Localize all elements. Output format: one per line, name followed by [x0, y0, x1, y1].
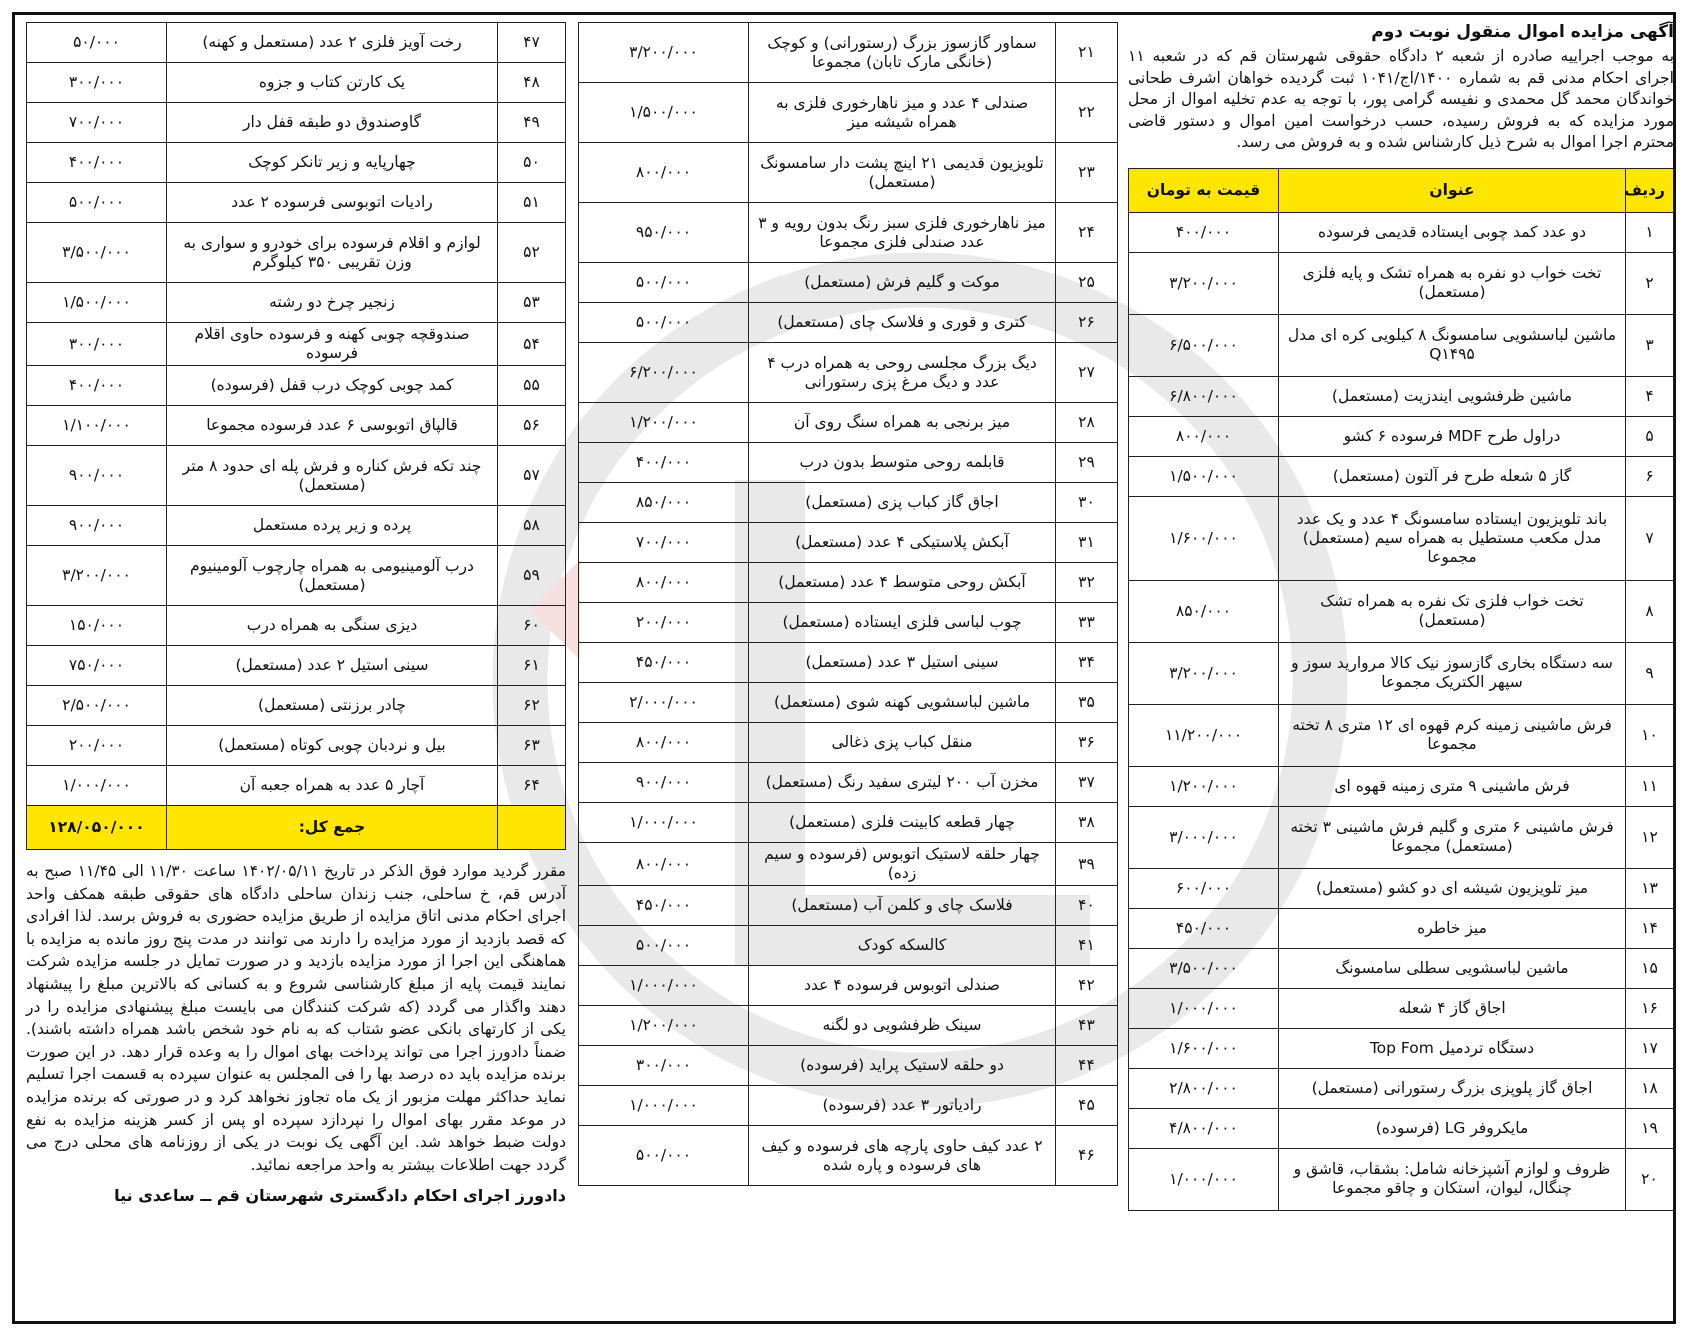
- item-price: ۴۵۰/۰۰۰: [579, 643, 749, 683]
- item-title: میز ناهارخوری فلزی سبز رنگ بدون رویه و ۳ عدد صندلی فلزی مجموعا: [749, 203, 1056, 263]
- item-title: موکت و گلیم فرش (مستعمل): [749, 263, 1056, 303]
- items-table-left: [26, 22, 566, 850]
- table-row: [579, 563, 1118, 603]
- row-number: ۱۴: [1626, 908, 1674, 948]
- item-price: ۱/۲۰۰/۰۰۰: [579, 1006, 749, 1046]
- item-title: صندلی اتوبوس فرسوده ۴ عدد: [749, 966, 1056, 1006]
- table-row: [27, 143, 566, 183]
- table-row: [27, 506, 566, 546]
- item-price: ۲۰۰/۰۰۰: [579, 603, 749, 643]
- item-price: ۸۰۰/۰۰۰: [1129, 416, 1279, 456]
- item-price: ۳/۲۰۰/۰۰۰: [1129, 642, 1279, 704]
- item-title: چهارپایه و زیر تانکر کوچک: [167, 143, 498, 183]
- table-row: [27, 726, 566, 766]
- item-price: ۱/۰۰۰/۰۰۰: [1129, 1148, 1279, 1210]
- item-price: ۴/۸۰۰/۰۰۰: [1129, 1108, 1279, 1148]
- total-row: [27, 806, 566, 850]
- row-number: ۴۴: [1056, 1046, 1118, 1086]
- row-number: ۲: [1626, 252, 1674, 314]
- item-price: ۱/۲۰۰/۰۰۰: [579, 403, 749, 443]
- item-title: ۲ عدد کیف حاوی پارچه های فرسوده و کیف های فرسوده و پاره شده: [749, 1126, 1056, 1186]
- item-price: ۲/۵۰۰/۰۰۰: [27, 686, 167, 726]
- item-title: میز تلویزیون شیشه ای دو کشو (مستعمل): [1279, 868, 1626, 908]
- table-row: [27, 323, 566, 366]
- row-number: ۴۳: [1056, 1006, 1118, 1046]
- item-title: گاز ۵ شعله طرح فر آلتون (مستعمل): [1279, 456, 1626, 496]
- row-number: ۵: [1626, 416, 1674, 456]
- item-price: ۵۰۰/۰۰۰: [579, 926, 749, 966]
- item-title: گاوصندوق دو طبقه قفل دار: [167, 103, 498, 143]
- table-row: [579, 143, 1118, 203]
- item-title: بیل و نردبان چوبی کوتاه (مستعمل): [167, 726, 498, 766]
- item-title: آبکش روحی متوسط ۴ عدد (مستعمل): [749, 563, 1056, 603]
- table-row: [579, 443, 1118, 483]
- table-row: [1129, 806, 1674, 868]
- item-price: ۵۰/۰۰۰: [27, 23, 167, 63]
- table-row: [579, 843, 1118, 886]
- table-row: [27, 283, 566, 323]
- item-title: درب آلومینیومی به همراه چارچوب آلومینیوم (مستعمل): [167, 546, 498, 606]
- item-price: ۱/۱۰۰/۰۰۰: [27, 406, 167, 446]
- item-price: ۵۰۰/۰۰۰: [579, 303, 749, 343]
- item-price: ۸۰۰/۰۰۰: [579, 723, 749, 763]
- table-row: [579, 603, 1118, 643]
- row-number: ۲۰: [1626, 1148, 1674, 1210]
- row-number: ۴۵: [1056, 1086, 1118, 1126]
- table-row: [579, 803, 1118, 843]
- item-title: کتری و قوری و فلاسک چای (مستعمل): [749, 303, 1056, 343]
- item-price: ۸۵۰/۰۰۰: [1129, 580, 1279, 642]
- item-title: دراول طرح MDF فرسوده ۶ کشو: [1279, 416, 1626, 456]
- row-number: ۱۶: [1626, 988, 1674, 1028]
- left-column: [26, 22, 566, 1205]
- row-number: ۵۹: [498, 546, 566, 606]
- row-number: ۳۵: [1056, 683, 1118, 723]
- row-number: ۹: [1626, 642, 1674, 704]
- item-price: ۵۰۰/۰۰۰: [579, 1126, 749, 1186]
- row-number: ۴۱: [1056, 926, 1118, 966]
- row-number: ۱۸: [1626, 1068, 1674, 1108]
- row-number: ۵۷: [498, 446, 566, 506]
- item-price: ۶۰۰/۰۰۰: [1129, 868, 1279, 908]
- item-price: ۱/۶۰۰/۰۰۰: [1129, 1028, 1279, 1068]
- row-number: ۴۶: [1056, 1126, 1118, 1186]
- row-number: ۱۰: [1626, 704, 1674, 766]
- item-title: فرش ماشینی ۶ متری و گلیم فرش ماشینی ۳ تخته (مستعمل) مجموعا: [1279, 806, 1626, 868]
- row-number: ۶۲: [498, 686, 566, 726]
- item-price: ۱/۶۰۰/۰۰۰: [1129, 496, 1279, 580]
- row-number: ۵۶: [498, 406, 566, 446]
- item-price: ۱/۵۰۰/۰۰۰: [1129, 456, 1279, 496]
- item-price: ۴۰۰/۰۰۰: [1129, 212, 1279, 252]
- table-row: [27, 686, 566, 726]
- row-number: ۶۴: [498, 766, 566, 806]
- item-price: ۸۰۰/۰۰۰: [579, 143, 749, 203]
- item-price: ۶/۵۰۰/۰۰۰: [1129, 314, 1279, 376]
- item-price: ۱۵۰/۰۰۰: [27, 606, 167, 646]
- row-number: ۱۹: [1626, 1108, 1674, 1148]
- table-row: [1129, 1108, 1674, 1148]
- row-number: ۳۸: [1056, 803, 1118, 843]
- table-row: [1129, 766, 1674, 806]
- item-price: ۳/۲۰۰/۰۰۰: [1129, 252, 1279, 314]
- item-price: ۲/۰۰۰/۰۰۰: [579, 683, 749, 723]
- table-row: [1129, 948, 1674, 988]
- table-row: [579, 683, 1118, 723]
- item-title: زنجیر چرخ دو رشته: [167, 283, 498, 323]
- item-price: ۱/۲۰۰/۰۰۰: [1129, 766, 1279, 806]
- table-row: [579, 23, 1118, 83]
- item-price: ۱۱/۲۰۰/۰۰۰: [1129, 704, 1279, 766]
- table-row: [1129, 1068, 1674, 1108]
- item-title: دو عدد کمد چوبی ایستاده قدیمی فرسوده: [1279, 212, 1626, 252]
- table-row: [579, 886, 1118, 926]
- header-price: قیمت به تومان: [1129, 168, 1279, 212]
- item-price: ۶/۸۰۰/۰۰۰: [1129, 376, 1279, 416]
- row-number: ۱۵: [1626, 948, 1674, 988]
- item-price: ۳۰۰/۰۰۰: [579, 1046, 749, 1086]
- item-price: ۳/۲۰۰/۰۰۰: [579, 23, 749, 83]
- total-label: جمع کل:: [167, 806, 498, 850]
- row-number: ۳: [1626, 314, 1674, 376]
- item-title: دستگاه تردمیل Top Fom: [1279, 1028, 1626, 1068]
- item-price: ۸۰۰/۰۰۰: [579, 843, 749, 886]
- item-title: تخت خواب فلزی تک نفره به همراه تشک (مستعمل): [1279, 580, 1626, 642]
- table-row: [579, 1046, 1118, 1086]
- row-number: ۴۲: [1056, 966, 1118, 1006]
- item-price: ۱/۰۰۰/۰۰۰: [579, 803, 749, 843]
- item-title: چوب لباسی فلزی ایستاده (مستعمل): [749, 603, 1056, 643]
- item-price: ۹۰۰/۰۰۰: [27, 446, 167, 506]
- item-title: سینک ظرفشویی دو لگنه: [749, 1006, 1056, 1046]
- item-price: ۳/۵۰۰/۰۰۰: [27, 223, 167, 283]
- row-number: ۳۰: [1056, 483, 1118, 523]
- signature: دادورز اجرای احکام دادگستری شهرستان قم ــ ساعدی نیا: [114, 1186, 566, 1206]
- row-number: ۲۸: [1056, 403, 1118, 443]
- row-number: ۴۹: [498, 103, 566, 143]
- table-row: [27, 223, 566, 283]
- table-row: [1129, 1148, 1674, 1210]
- item-title: مخزن آب ۲۰۰ لیتری سفید رنگ (مستعمل): [749, 763, 1056, 803]
- item-price: ۳۰۰/۰۰۰: [27, 323, 167, 366]
- table-row: [579, 926, 1118, 966]
- item-title: ماشین لباسشویی سامسونگ ۸ کیلویی کره ای مدل Q۱۴۹۵: [1279, 314, 1626, 376]
- table-row: [579, 403, 1118, 443]
- footer-text: مقرر گردید موارد فوق الذکر در تاریخ ۱۴۰۲/۰۵/۱۱ ساعت ۱۱/۳۰ الی ۱۱/۴۵ صبح به آدرس قم، خ ساحلی، جنب زندان ساحلی دادگاه های حقوقی طبقه همکف واحد اجرای احکام مدنی اتاق مزایده از طریق مزایده حضوری به فروش برسد. لذا افرادی که قصد بازدید از مورد مزایده را دارند می توانند در مدت پنج روز مانده به مزایده با هماهنگی این اجرا از مورد مزایده بازدید و در صورت تمایل در جلسه مزایده شرکت نمایند قیمت پایه از مبلغ کارشناسی شروع و به کسانی که بالاترین مبلغ را پیشنهاد دهند واگذار می گردد (که شرکت کنندگان می بایست مبلغ پیشنهادی مزایده را در یکی از کارتهای بانکی عضو شتاب که به نام خود شخص باشد همراه داشته باشند). ضمناً دادورز اجرا می تواند پرداخت بهای اموال را به وعده قرار دهد. در این صورت برنده مزایده باید ده درصد بها را فی المجلس به عنوان سپرده به قسمت اجرا تسلیم نماید حداکثر مهلت مزبور از یک ماه تجاوز نخواهد کرد و در صورتی که برنده مزایده در موعد مقرر بهای اموال را نپردازد سپرده او پس از کسر هزینه مزایده به نفع دولت ضبط خواهد شد. این آگهی یک نوبت در یکی از روزنامه های محلی درج می گردد جهت اطلاعات بیشتر به واحد مراجعه نمائید.: [26, 862, 566, 1174]
- item-price: ۷۰۰/۰۰۰: [579, 523, 749, 563]
- item-title: سماور گازسوز بزرگ (رستورانی) و کوچک (خانگی مارک تابان) مجموعا: [749, 23, 1056, 83]
- item-price: ۱/۰۰۰/۰۰۰: [579, 1086, 749, 1126]
- item-title: اجاق گاز پلوپزی بزرگ رستورانی (مستعمل): [1279, 1068, 1626, 1108]
- item-title: دیزی سنگی به همراه درب: [167, 606, 498, 646]
- table-row: [1129, 376, 1674, 416]
- item-title: چند تکه فرش کناره و فرش پله ای حدود ۸ متر (مستعمل): [167, 446, 498, 506]
- table-row: [1129, 314, 1674, 376]
- table-row: [579, 523, 1118, 563]
- item-title: ظروف و لوازم آشپزخانه شامل: بشقاب، قاشق و چنگال، لیوان، استکان و چاقو مجموعا: [1279, 1148, 1626, 1210]
- row-number: ۷: [1626, 496, 1674, 580]
- item-price: ۳/۰۰۰/۰۰۰: [1129, 806, 1279, 868]
- table-row: [27, 23, 566, 63]
- item-title: صندلی ۴ عدد و میز ناهارخوری فلزی به همراه شیشه میز: [749, 83, 1056, 143]
- item-price: ۴۰۰/۰۰۰: [579, 443, 749, 483]
- row-number: ۳۳: [1056, 603, 1118, 643]
- table-row: [27, 606, 566, 646]
- row-number: ۲۹: [1056, 443, 1118, 483]
- item-price: ۹۵۰/۰۰۰: [579, 203, 749, 263]
- item-title: اجاق گاز کباب پزی (مستعمل): [749, 483, 1056, 523]
- ad-title: آگهی مزایده اموال منقول نوبت دوم: [1371, 22, 1674, 42]
- table-header-row: [1129, 168, 1674, 212]
- table-row: [1129, 868, 1674, 908]
- row-number: ۱: [1626, 212, 1674, 252]
- item-price: ۱/۵۰۰/۰۰۰: [579, 83, 749, 143]
- row-number: ۶۰: [498, 606, 566, 646]
- row-number: ۴۸: [498, 63, 566, 103]
- item-title: رادیات اتوبوسی فرسوده ۲ عدد: [167, 183, 498, 223]
- items-table-right: [1128, 168, 1674, 1211]
- item-price: ۷۰۰/۰۰۰: [27, 103, 167, 143]
- table-row: [1129, 212, 1674, 252]
- row-number: ۳۶: [1056, 723, 1118, 763]
- item-title: دو حلقه لاستیک پراید (فرسوده): [749, 1046, 1056, 1086]
- table-row: [1129, 416, 1674, 456]
- table-row: [27, 103, 566, 143]
- item-price: ۱/۰۰۰/۰۰۰: [1129, 988, 1279, 1028]
- item-title: کالسکه کودک: [749, 926, 1056, 966]
- item-price: ۳۰۰/۰۰۰: [27, 63, 167, 103]
- item-title: صندوقچه چوبی کهنه و فرسوده حاوی اقلام فرسوده: [167, 323, 498, 366]
- item-price: ۵۰۰/۰۰۰: [579, 263, 749, 303]
- table-row: [579, 303, 1118, 343]
- item-price: ۴۰۰/۰۰۰: [27, 143, 167, 183]
- item-title: منقل کباب پزی ذغالی: [749, 723, 1056, 763]
- row-number: ۲۶: [1056, 303, 1118, 343]
- row-number: ۱۲: [1626, 806, 1674, 868]
- row-number: ۳۱: [1056, 523, 1118, 563]
- table-row: [1129, 252, 1674, 314]
- table-row: [579, 966, 1118, 1006]
- row-number: ۱۷: [1626, 1028, 1674, 1068]
- item-title: رخت آویز فلزی ۲ عدد (مستعمل و کهنه): [167, 23, 498, 63]
- item-price: ۸۰۰/۰۰۰: [579, 563, 749, 603]
- row-number: ۲۲: [1056, 83, 1118, 143]
- table-row: [27, 446, 566, 506]
- item-title: ماشین لباسشویی سطلی سامسونگ: [1279, 948, 1626, 988]
- item-price: ۳/۵۰۰/۰۰۰: [1129, 948, 1279, 988]
- item-price: ۷۵۰/۰۰۰: [27, 646, 167, 686]
- item-title: فرش ماشینی زمینه کرم قهوه ای ۱۲ متری ۸ تخته مجموعا: [1279, 704, 1626, 766]
- item-title: قابلمه روحی متوسط بدون درب: [749, 443, 1056, 483]
- row-number: ۵۳: [498, 283, 566, 323]
- item-title: میز خاطره: [1279, 908, 1626, 948]
- item-price: ۴۵۰/۰۰۰: [1129, 908, 1279, 948]
- table-row: [579, 723, 1118, 763]
- item-price: ۹۰۰/۰۰۰: [27, 506, 167, 546]
- table-row: [579, 263, 1118, 303]
- table-row: [579, 763, 1118, 803]
- item-title: سه دستگاه بخاری گازسوز نیک کالا مروارید سوز و سپهر الکتریک مجموعا: [1279, 642, 1626, 704]
- item-title: پرده و زیر پرده مستعمل: [167, 506, 498, 546]
- row-number: ۵۸: [498, 506, 566, 546]
- items-table-middle: [578, 22, 1118, 1186]
- table-row: [1129, 580, 1674, 642]
- item-price: ۲/۸۰۰/۰۰۰: [1129, 1068, 1279, 1108]
- table-row: [1129, 908, 1674, 948]
- table-row: [1129, 704, 1674, 766]
- row-number: ۵۰: [498, 143, 566, 183]
- table-row: [27, 646, 566, 686]
- table-row: [27, 546, 566, 606]
- item-title: یک کارتن کتاب و جزوه: [167, 63, 498, 103]
- right-column: [1128, 22, 1674, 1211]
- row-number: ۲۵: [1056, 263, 1118, 303]
- row-number: ۸: [1626, 580, 1674, 642]
- row-number: ۲۳: [1056, 143, 1118, 203]
- total-value: ۱۲۸/۰۵۰/۰۰۰: [27, 806, 167, 850]
- row-number: ۶: [1626, 456, 1674, 496]
- table-row: [579, 643, 1118, 683]
- item-title: باند تلویزیون ایستاده سامسونگ ۴ عدد و یک عدد مدل مکعب مستطیل به همراه سیم (مستعمل) مجموعا: [1279, 496, 1626, 580]
- table-row: [1129, 496, 1674, 580]
- table-row: [1129, 642, 1674, 704]
- item-title: تخت خواب دو نفره به همراه تشک و پایه فلزی (مستعمل): [1279, 252, 1626, 314]
- table-row: [579, 1126, 1118, 1186]
- item-price: ۶/۲۰۰/۰۰۰: [579, 343, 749, 403]
- item-title: کمد چوبی کوچک درب قفل (فرسوده): [167, 366, 498, 406]
- item-title: آچار ۵ عدد به همراه جعبه آن: [167, 766, 498, 806]
- table-row: [1129, 988, 1674, 1028]
- row-number: ۴۷: [498, 23, 566, 63]
- item-price: ۵۰۰/۰۰۰: [27, 183, 167, 223]
- row-number: ۲۴: [1056, 203, 1118, 263]
- table-row: [579, 1006, 1118, 1046]
- item-title: اجاق گاز ۴ شعله: [1279, 988, 1626, 1028]
- item-title: آبکش پلاستیکی ۴ عدد (مستعمل): [749, 523, 1056, 563]
- item-price: ۴۵۰/۰۰۰: [579, 886, 749, 926]
- row-number: ۶۳: [498, 726, 566, 766]
- item-title: ماشین ظرفشویی ایندزیت (مستعمل): [1279, 376, 1626, 416]
- row-number: ۳۷: [1056, 763, 1118, 803]
- item-price: ۴۰۰/۰۰۰: [27, 366, 167, 406]
- row-number: ۱۳: [1626, 868, 1674, 908]
- item-title: چهار قطعه کابینت فلزی (مستعمل): [749, 803, 1056, 843]
- table-row: [27, 406, 566, 446]
- item-title: میز برنجی به همراه سنگ روی آن: [749, 403, 1056, 443]
- row-number: ۵۵: [498, 366, 566, 406]
- item-price: ۱/۰۰۰/۰۰۰: [579, 966, 749, 1006]
- table-row: [1129, 1028, 1674, 1068]
- item-title: فلاسک چای و کلمن آب (مستعمل): [749, 886, 1056, 926]
- item-title: مایکروفر LG (فرسوده): [1279, 1108, 1626, 1148]
- table-row: [579, 83, 1118, 143]
- item-title: چهار حلقه لاستیک اتوبوس (فرسوده و سیم زده): [749, 843, 1056, 886]
- row-number: ۳۹: [1056, 843, 1118, 886]
- row-number: ۳۲: [1056, 563, 1118, 603]
- table-row: [1129, 456, 1674, 496]
- item-title: تلویزیون قدیمی ۲۱ اینچ پشت دار سامسونگ (مستعمل): [749, 143, 1056, 203]
- table-row: [579, 1086, 1118, 1126]
- header-row-number: ردیف: [1626, 168, 1674, 212]
- row-number: ۶۱: [498, 646, 566, 686]
- table-row: [579, 343, 1118, 403]
- item-title: لوازم و اقلام فرسوده برای خودرو و سواری به وزن تقریبی ۳۵۰ کیلوگرم: [167, 223, 498, 283]
- item-price: ۲۰۰/۰۰۰: [27, 726, 167, 766]
- table-row: [579, 483, 1118, 523]
- row-number: ۴: [1626, 376, 1674, 416]
- ad-intro: به موجب اجراییه صادره از شعبه ۲ دادگاه حقوقی شهرستان قم که در شعبه ۱۱ اجرای احکام مدنی قم به شماره ۱۴۰۰/اج/۱۰۴۱ ثبت گردیده خواهان اشرف طحانی خواندگان محمد گل محمدی و نفیسه گرامی پور، با توجه به عدم تخلیه اموال از محل مورد مزایده که به فروش رسیده، حسب درخواست امین اموال و دستور قاضی محترم اجرا اموال به شرح ذیل کارشناس شده و به فروش می رسد.: [1128, 47, 1675, 151]
- item-price: ۳/۲۰۰/۰۰۰: [27, 546, 167, 606]
- item-title: فرش ماشینی ۹ متری زمینه قهوه ای: [1279, 766, 1626, 806]
- row-number: ۴۰: [1056, 886, 1118, 926]
- row-number: ۲۷: [1056, 343, 1118, 403]
- item-price: ۱/۰۰۰/۰۰۰: [27, 766, 167, 806]
- row-number: ۲۱: [1056, 23, 1118, 83]
- table-row: [579, 203, 1118, 263]
- item-title: قالپاق اتوبوسی ۶ عدد فرسوده مجموعا: [167, 406, 498, 446]
- row-number: ۵۲: [498, 223, 566, 283]
- row-number: ۵۱: [498, 183, 566, 223]
- item-price: ۹۰۰/۰۰۰: [579, 763, 749, 803]
- item-title: سینی استیل ۳ عدد (مستعمل): [749, 643, 1056, 683]
- item-price: ۸۵۰/۰۰۰: [579, 483, 749, 523]
- item-title: دیگ بزرگ مجلسی روحی به همراه درب ۴ عدد و دیگ مرغ پزی رستورانی: [749, 343, 1056, 403]
- table-row: [27, 366, 566, 406]
- item-title: رادیاتور ۳ عدد (فرسوده): [749, 1086, 1056, 1126]
- row-number: ۳۴: [1056, 643, 1118, 683]
- row-number: ۵۴: [498, 323, 566, 366]
- table-row: [27, 183, 566, 223]
- middle-column: [578, 22, 1118, 1186]
- row-number: ۱۱: [1626, 766, 1674, 806]
- item-title: چادر برزنتی (مستعمل): [167, 686, 498, 726]
- table-row: [27, 63, 566, 103]
- item-price: ۱/۵۰۰/۰۰۰: [27, 283, 167, 323]
- item-title: ماشین لباسشویی کهنه شوی (مستعمل): [749, 683, 1056, 723]
- table-row: [27, 766, 566, 806]
- header-title: عنوان: [1279, 168, 1626, 212]
- item-title: سینی استیل ۲ عدد (مستعمل): [167, 646, 498, 686]
